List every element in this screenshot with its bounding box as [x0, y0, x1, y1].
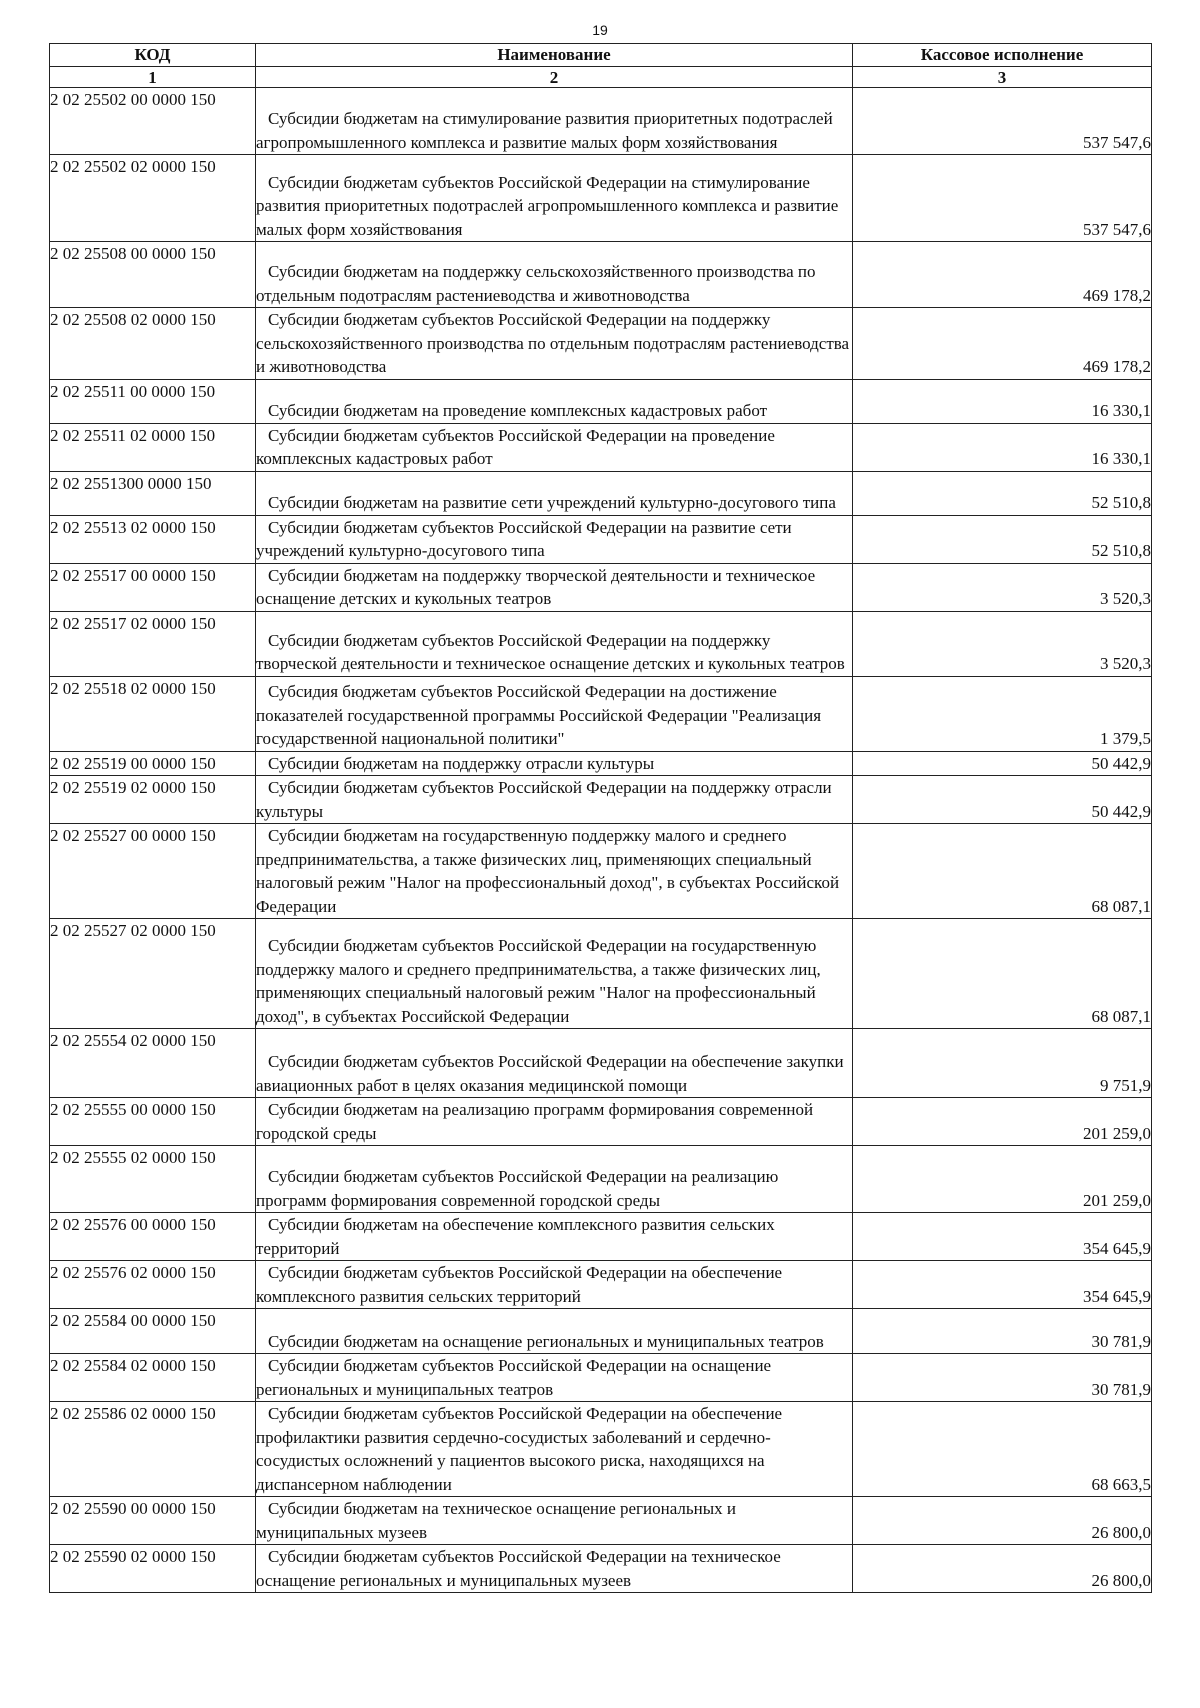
- table-row: [50, 1146, 1152, 1213]
- row-code: 2 02 25508 00 0000 150: [50, 242, 256, 308]
- page-number: 19: [592, 22, 608, 38]
- row-code: 2 02 25527 00 0000 150: [50, 824, 256, 919]
- table-row: [50, 308, 1152, 380]
- table-row: [50, 471, 1152, 515]
- row-name: Субсидии бюджетам субъектов Российской Федерации на обеспечение закупки авиационных работ в целях оказания медицинской помощи: [256, 1029, 853, 1098]
- row-amount: 68 663,5: [853, 1402, 1152, 1497]
- row-amount: 52 510,8: [853, 471, 1152, 515]
- row-name: Субсидии бюджетам на обеспечение комплексного развития сельских территорий: [256, 1213, 853, 1261]
- row-code: 2 02 25527 02 0000 150: [50, 919, 256, 1029]
- row-amount: 469 178,2: [853, 308, 1152, 380]
- table-row: [50, 776, 1152, 824]
- table-row: [50, 1029, 1152, 1098]
- row-amount: 9 751,9: [853, 1029, 1152, 1098]
- row-amount: 30 781,9: [853, 1354, 1152, 1402]
- row-name: Субсидия бюджетам субъектов Российской Федерации на достижение показателей государственной программы Российской Федерации "Реализация государственной национальной политики": [256, 676, 853, 751]
- row-code: 2 02 25518 02 0000 150: [50, 676, 256, 751]
- row-code: 2 02 25511 00 0000 150: [50, 379, 256, 423]
- row-amount: 68 087,1: [853, 824, 1152, 919]
- row-name: Субсидии бюджетам субъектов Российской Федерации на поддержку отрасли культуры: [256, 776, 853, 824]
- row-amount: 354 645,9: [853, 1213, 1152, 1261]
- row-name: Субсидии бюджетам на поддержку творческой деятельности и техническое оснащение детских и кукольных театров: [256, 563, 853, 611]
- row-code: 2 02 25513 02 0000 150: [50, 515, 256, 563]
- row-amount: 3 520,3: [853, 611, 1152, 676]
- row-code: 2 02 2551300 0000 150: [50, 471, 256, 515]
- table-row: [50, 563, 1152, 611]
- row-code: 2 02 25555 00 0000 150: [50, 1098, 256, 1146]
- row-code: 2 02 25586 02 0000 150: [50, 1402, 256, 1497]
- column-number-1: 1: [50, 67, 256, 88]
- row-amount: 16 330,1: [853, 423, 1152, 471]
- table-row: [50, 155, 1152, 242]
- row-amount: 50 442,9: [853, 776, 1152, 824]
- row-code: 2 02 25584 00 0000 150: [50, 1309, 256, 1354]
- row-amount: 537 547,6: [853, 88, 1152, 155]
- budget-table: [49, 43, 1152, 1593]
- row-amount: 3 520,3: [853, 563, 1152, 611]
- table-row: [50, 1098, 1152, 1146]
- table-row: [50, 242, 1152, 308]
- table-row: [50, 1354, 1152, 1402]
- table-body: [50, 88, 1152, 1593]
- row-amount: 201 259,0: [853, 1098, 1152, 1146]
- row-code: 2 02 25576 02 0000 150: [50, 1261, 256, 1309]
- row-code: 2 02 25554 02 0000 150: [50, 1029, 256, 1098]
- row-code: 2 02 25502 00 0000 150: [50, 88, 256, 155]
- row-name: Субсидии бюджетам субъектов Российской Федерации на стимулирование развития приоритетных подотраслей агропромышленного комплекса и развитие малых форм хозяйствования: [256, 155, 853, 242]
- row-amount: 1 379,5: [853, 676, 1152, 751]
- row-name: Субсидии бюджетам субъектов Российской Федерации на проведение комплексных кадастровых работ: [256, 423, 853, 471]
- column-number-2: 2: [256, 67, 853, 88]
- row-code: 2 02 25517 02 0000 150: [50, 611, 256, 676]
- row-code: 2 02 25519 02 0000 150: [50, 776, 256, 824]
- table-row: [50, 379, 1152, 423]
- row-code: 2 02 25590 00 0000 150: [50, 1497, 256, 1545]
- row-name: Субсидии бюджетам субъектов Российской Федерации на государственную поддержку малого и среднего предпринимательства, а также физических лиц, применяющих специальный налоговый режим "Налог на профессиональный доход", в субъектах Российской Федерации: [256, 919, 853, 1029]
- row-name: Субсидии бюджетам субъектов Российской Федерации на обеспечение комплексного развития сельских территорий: [256, 1261, 853, 1309]
- table-row: [50, 1213, 1152, 1261]
- row-name: Субсидии бюджетам на проведение комплексных кадастровых работ: [256, 379, 853, 423]
- row-code: 2 02 25511 02 0000 150: [50, 423, 256, 471]
- row-code: 2 02 25590 02 0000 150: [50, 1545, 256, 1593]
- row-name: Субсидии бюджетам на реализацию программ формирования современной городской среды: [256, 1098, 853, 1146]
- row-name: Субсидии бюджетам на поддержку отрасли культуры: [256, 751, 853, 776]
- row-amount: 537 547,6: [853, 155, 1152, 242]
- row-code: 2 02 25555 02 0000 150: [50, 1146, 256, 1213]
- table-row: [50, 751, 1152, 776]
- row-amount: 30 781,9: [853, 1309, 1152, 1354]
- row-name: Субсидии бюджетам на развитие сети учреждений культурно-досугового типа: [256, 471, 853, 515]
- row-code: 2 02 25576 00 0000 150: [50, 1213, 256, 1261]
- row-code: 2 02 25519 00 0000 150: [50, 751, 256, 776]
- table-row: [50, 611, 1152, 676]
- header-code: КОД: [50, 44, 256, 67]
- row-amount: 16 330,1: [853, 379, 1152, 423]
- row-name: Субсидии бюджетам на техническое оснащение региональных и муниципальных музеев: [256, 1497, 853, 1545]
- row-name: Субсидии бюджетам на поддержку сельскохозяйственного производства по отдельным подотраслям растениеводства и животноводства: [256, 242, 853, 308]
- table-row: [50, 676, 1152, 751]
- row-amount: 26 800,0: [853, 1545, 1152, 1593]
- row-name: Субсидии бюджетам на оснащение региональных и муниципальных театров: [256, 1309, 853, 1354]
- row-amount: 26 800,0: [853, 1497, 1152, 1545]
- header-name: Наименование: [256, 44, 853, 67]
- row-amount: 52 510,8: [853, 515, 1152, 563]
- table-row: [50, 1261, 1152, 1309]
- table-row: [50, 1545, 1152, 1593]
- table-row: [50, 423, 1152, 471]
- row-name: Субсидии бюджетам субъектов Российской Федерации на оснащение региональных и муниципальных театров: [256, 1354, 853, 1402]
- row-amount: 201 259,0: [853, 1146, 1152, 1213]
- header-amount: Кассовое исполнение: [853, 44, 1152, 67]
- row-code: 2 02 25517 00 0000 150: [50, 563, 256, 611]
- row-code: 2 02 25502 02 0000 150: [50, 155, 256, 242]
- row-amount: 50 442,9: [853, 751, 1152, 776]
- table-row: [50, 88, 1152, 155]
- table-row: [50, 1309, 1152, 1354]
- row-name: Субсидии бюджетам субъектов Российской Федерации на поддержку сельскохозяйственного производства по отдельным подотраслям растениеводства и животноводства: [256, 308, 853, 380]
- table-row: [50, 1497, 1152, 1545]
- column-number-3: 3: [853, 67, 1152, 88]
- row-amount: 469 178,2: [853, 242, 1152, 308]
- table-row: [50, 919, 1152, 1029]
- row-name: Субсидии бюджетам субъектов Российской Федерации на техническое оснащение региональных и муниципальных музеев: [256, 1545, 853, 1593]
- table-row: [50, 515, 1152, 563]
- table-row: [50, 1402, 1152, 1497]
- row-name: Субсидии бюджетам субъектов Российской Федерации на реализацию программ формирования современной городской среды: [256, 1146, 853, 1213]
- table-header: [50, 44, 1152, 88]
- row-name: Субсидии бюджетам субъектов Российской Федерации на развитие сети учреждений культурно-досугового типа: [256, 515, 853, 563]
- row-name: Субсидии бюджетам субъектов Российской Федерации на обеспечение профилактики развития сердечно-сосудистых заболеваний и сердечно-сосудистых осложнений у пациентов высокого риска, находящихся на диспансерном наблюдении: [256, 1402, 853, 1497]
- row-name: Субсидии бюджетам на стимулирование развития приоритетных подотраслей агропромышленного комплекса и развитие малых форм хозяйствования: [256, 88, 853, 155]
- row-name: Субсидии бюджетам субъектов Российской Федерации на поддержку творческой деятельности и техническое оснащение детских и кукольных театров: [256, 611, 853, 676]
- row-code: 2 02 25584 02 0000 150: [50, 1354, 256, 1402]
- row-name: Субсидии бюджетам на государственную поддержку малого и среднего предпринимательства, а также физических лиц, применяющих специальный налоговый режим "Налог на профессиональный доход", в субъектах Российской Федерации: [256, 824, 853, 919]
- row-amount: 68 087,1: [853, 919, 1152, 1029]
- row-code: 2 02 25508 02 0000 150: [50, 308, 256, 380]
- table-row: [50, 824, 1152, 919]
- row-amount: 354 645,9: [853, 1261, 1152, 1309]
